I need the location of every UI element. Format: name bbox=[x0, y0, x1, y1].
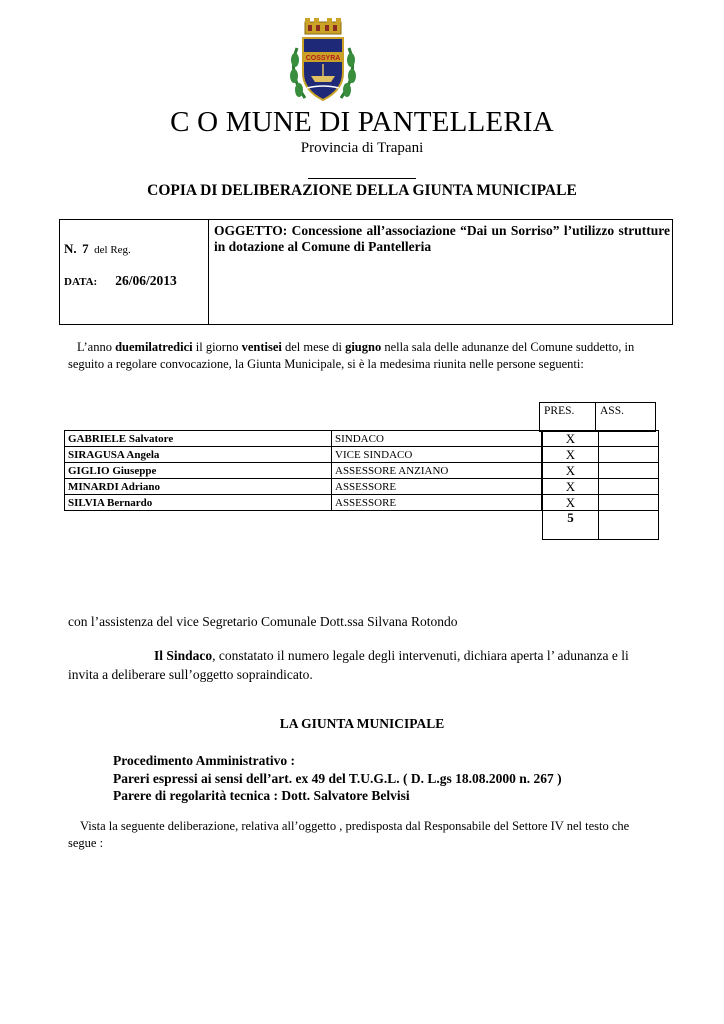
member-absent bbox=[599, 495, 659, 511]
intro-paragraph bbox=[68, 339, 655, 372]
page-title: C O MUNE DI PANTELLERIA bbox=[170, 106, 554, 138]
member-absent bbox=[599, 463, 659, 479]
intro-text: il giorno bbox=[192, 340, 242, 354]
member-name: GIGLIO Giuseppe bbox=[65, 463, 332, 479]
member-role: ASSESSORE ANZIANO bbox=[332, 463, 542, 479]
member-absent bbox=[599, 479, 659, 495]
intro-text: L’anno bbox=[77, 340, 116, 354]
municipal-crest-logo bbox=[283, 18, 363, 106]
box-divider bbox=[208, 220, 209, 324]
reg-label: del Reg. bbox=[94, 244, 131, 256]
col-present-header: PRES. bbox=[540, 403, 596, 432]
member-name: GABRIELE Salvatore bbox=[65, 431, 332, 447]
sindaco-paragraph bbox=[68, 646, 655, 684]
crest-label: COSSYRA bbox=[305, 55, 341, 62]
member-row bbox=[65, 447, 659, 463]
register-date bbox=[64, 273, 177, 289]
member-absent bbox=[599, 447, 659, 463]
closing-paragraph: Vista la seguente deliberazione, relativa all’oggetto , predisposta dal Responsabile del Settore IV nel testo che segue : bbox=[68, 819, 630, 850]
total-present: 5 bbox=[543, 511, 599, 540]
member-role: ASSESSORE bbox=[332, 479, 542, 495]
date-label: DATA: bbox=[64, 276, 98, 288]
attendance-table bbox=[64, 430, 659, 540]
member-present: X bbox=[543, 447, 599, 463]
member-name: MINARDI Adriano bbox=[65, 479, 332, 495]
n-label: N. bbox=[64, 241, 77, 256]
member-present: X bbox=[543, 463, 599, 479]
member-row bbox=[65, 495, 659, 511]
member-present: X bbox=[543, 495, 599, 511]
member-name: SILVIA Bernardo bbox=[65, 495, 332, 511]
member-row bbox=[65, 479, 659, 495]
province-subtitle: Provincia di Trapani bbox=[300, 140, 424, 156]
member-name: SIRAGUSA Angela bbox=[65, 447, 332, 463]
member-present: X bbox=[543, 479, 599, 495]
title-divider bbox=[308, 178, 416, 179]
intro-text: nella sala delle adunanze del Comune suddetto, in seguito a regolare convocazione, la Giunta Municipale, si è la medesima riunita nelle persone seguenti: bbox=[68, 340, 635, 371]
member-absent bbox=[599, 431, 659, 447]
total-absent bbox=[599, 511, 659, 540]
member-present: X bbox=[543, 431, 599, 447]
subject-text: Concessione all’associazione “Dai un Sorriso” l’utilizzo strutture in dotazione al Comune di Pantelleria bbox=[214, 223, 670, 254]
member-role: ASSESSORE bbox=[332, 495, 542, 511]
procedure-block bbox=[113, 752, 562, 805]
col-absent-header: ASS. bbox=[596, 403, 656, 432]
giunta-heading: LA GIUNTA MUNICIPALE bbox=[279, 716, 445, 731]
register-number bbox=[64, 241, 131, 257]
intro-text: del mese di bbox=[281, 340, 346, 354]
member-role: VICE SINDACO bbox=[332, 447, 542, 463]
procedure-line: Pareri espressi ai sensi dell’art. ex 49 del T.U.G.L. ( D. L.gs 18.08.2000 n. 267 ) bbox=[113, 770, 562, 786]
deliberation-title: COPIA DI DELIBERAZIONE DELLA GIUNTA MUNICIPALE bbox=[147, 182, 577, 199]
subject-block bbox=[214, 223, 670, 255]
procedure-line: Parere di regolarità tecnica : Dott. Salvatore Belvisi bbox=[113, 788, 410, 803]
intro-year: duemilatredici bbox=[115, 340, 193, 354]
member-row bbox=[65, 463, 659, 479]
sindaco-label: Il Sindaco bbox=[154, 648, 213, 663]
attendance-header bbox=[539, 402, 656, 432]
intro-day: ventisei bbox=[241, 340, 282, 354]
assistance-line: con l’assistenza del vice Segretario Comunale Dott.ssa Silvana Rotondo bbox=[68, 614, 458, 629]
registration-box bbox=[59, 219, 673, 325]
procedure-line: Procedimento Amministrativo : bbox=[113, 753, 295, 768]
total-row bbox=[65, 511, 659, 540]
date-value: 26/06/2013 bbox=[115, 273, 177, 288]
sindaco-text: , constatato il numero legale degli intervenuti, dichiara aperta l’ adunanza e li invita a deliberare sull’oggetto sopraindicato. bbox=[68, 648, 629, 682]
member-role: SINDACO bbox=[332, 431, 542, 447]
member-row bbox=[65, 431, 659, 447]
intro-month: giugno bbox=[345, 340, 382, 354]
reg-number: 7 bbox=[82, 241, 89, 256]
subject-label: OGGETTO: bbox=[214, 223, 288, 238]
